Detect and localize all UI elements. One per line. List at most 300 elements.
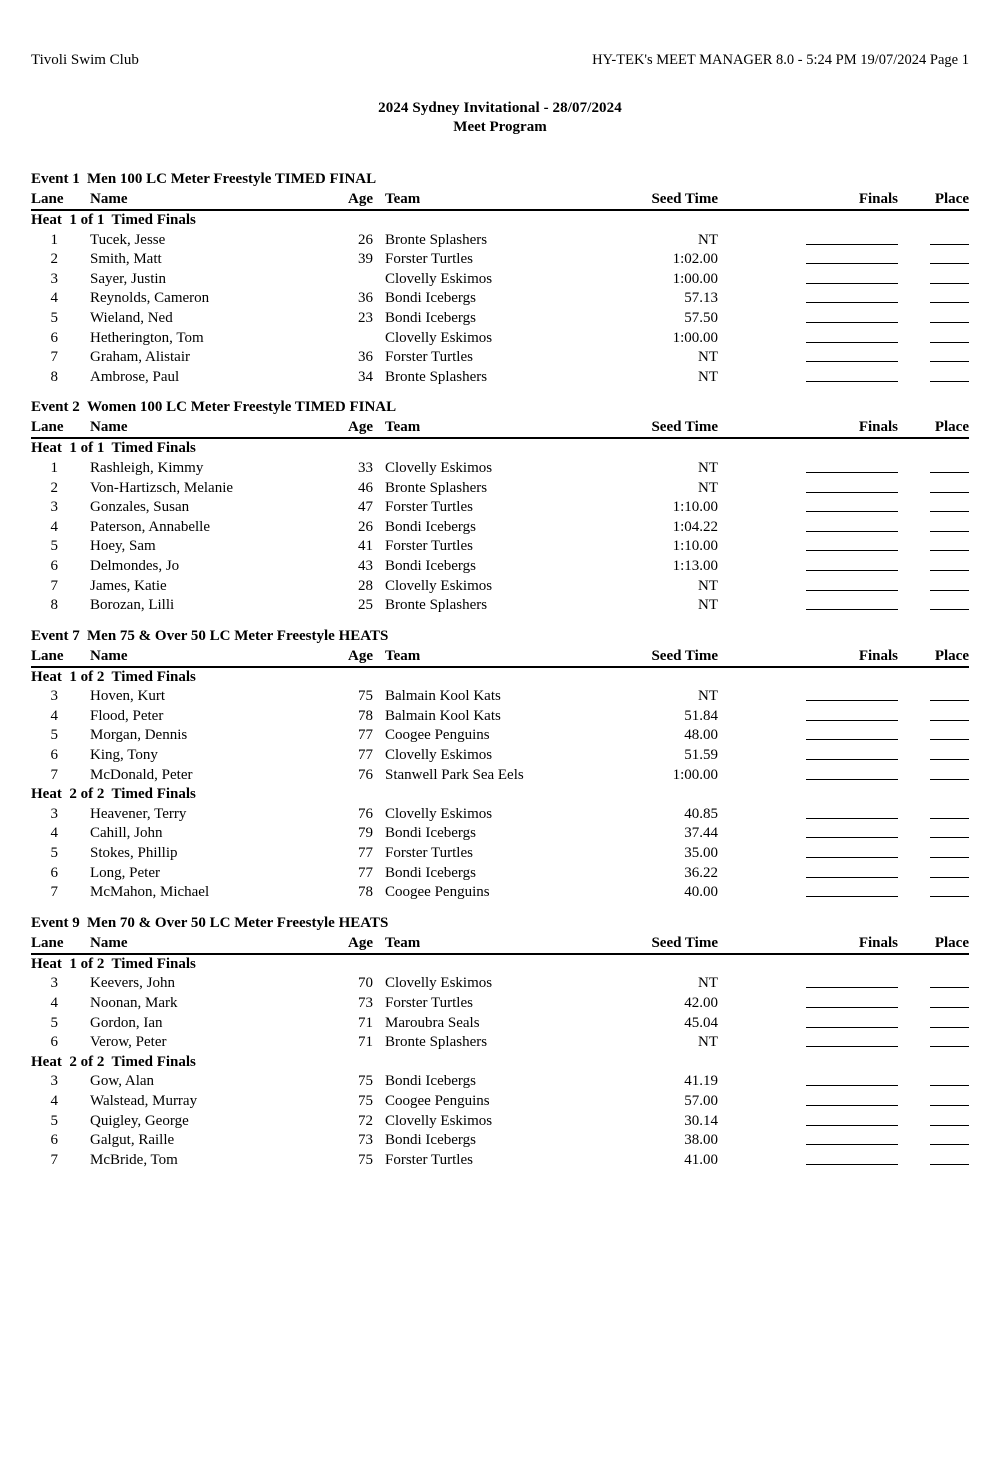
entry-lane: 7 (50, 349, 58, 366)
column-header-finals: Finals (858, 934, 898, 951)
heat-header-row (31, 955, 969, 975)
entry-age: 78 (358, 884, 373, 901)
place-blank-line[interactable] (930, 1027, 969, 1028)
entry-age: 77 (358, 845, 373, 862)
entry-lane: 1 (50, 231, 58, 248)
heat-label-text: Heat (31, 440, 62, 457)
heat-label-text: Heat (31, 955, 62, 972)
entry-age: 36 (358, 290, 373, 307)
place-blank-line[interactable] (930, 818, 969, 819)
entry-seed-time: 57.50 (684, 309, 718, 326)
entry-seed-time: 41.00 (684, 1151, 718, 1168)
entry-age: 73 (358, 995, 373, 1011)
finals-blank-line[interactable] (806, 818, 898, 819)
heat-label (31, 211, 196, 231)
entry-age: 71 (358, 1014, 373, 1031)
place-blank-line[interactable] (930, 837, 969, 838)
entry-lane: 7 (50, 766, 58, 783)
place-blank-line[interactable] (930, 381, 969, 382)
heat-label-text: Heat (31, 786, 62, 803)
place-blank-line[interactable] (930, 759, 969, 760)
column-header-lane: Lane (31, 419, 64, 436)
entry-seed-time: 1:02.00 (672, 251, 718, 268)
column-header-row (31, 189, 969, 209)
column-header-age: Age (348, 191, 373, 207)
place-blank-line[interactable] (930, 531, 969, 532)
heat-label (31, 785, 196, 805)
place-blank-line[interactable] (930, 472, 969, 473)
place-blank-line[interactable] (930, 342, 969, 343)
heat-header-row (31, 439, 969, 459)
place-blank-line[interactable] (930, 550, 969, 551)
entry-seed-time: NT (698, 231, 718, 248)
entry-name: Hoey, Sam (90, 538, 156, 555)
entry-row (31, 459, 969, 479)
place-blank-line[interactable] (930, 1125, 969, 1126)
entry-age: 28 (358, 577, 373, 594)
entry-lane: 8 (50, 368, 58, 385)
entry-age: 36 (358, 349, 373, 366)
entry-team: Bronte Splashers (385, 231, 488, 248)
entry-team: Coogee Penguins (385, 884, 490, 901)
entry-age: 73 (358, 1132, 373, 1149)
entry-seed-time: NT (698, 349, 718, 366)
finals-blank-line[interactable] (806, 590, 898, 591)
entry-name: Noonan, Mark (90, 995, 178, 1011)
entry-row (31, 766, 969, 786)
heat-number: 2 of 2 (61, 1053, 105, 1070)
finals-blank-line[interactable] (806, 896, 898, 897)
finals-blank-line[interactable] (806, 361, 898, 362)
entry-age: 70 (358, 975, 373, 992)
entry-lane: 5 (50, 309, 58, 326)
place-blank-line[interactable] (930, 244, 969, 245)
entry-age: 43 (358, 557, 373, 574)
place-blank-line[interactable] (930, 1105, 969, 1106)
entry-name: McDonald, Peter (90, 766, 193, 783)
column-header-row (31, 933, 969, 953)
finals-blank-line[interactable] (806, 342, 898, 343)
place-blank-line[interactable] (930, 1144, 969, 1145)
place-blank-line[interactable] (930, 896, 969, 897)
event-name: Men 75 & Over 50 LC Meter Freestyle HEATS (87, 627, 389, 644)
entry-team: Bondi Icebergs (385, 290, 476, 307)
place-blank-line[interactable] (930, 1164, 969, 1165)
entry-name: Von-Hartizsch, Melanie (90, 479, 234, 496)
heat-label (31, 1053, 196, 1073)
place-blank-line[interactable] (930, 570, 969, 571)
entry-team: Bronte Splashers (385, 479, 488, 496)
entry-seed-time: 57.00 (684, 1092, 718, 1109)
finals-blank-line[interactable] (806, 550, 898, 551)
entry-name: Paterson, Annabelle (90, 518, 210, 535)
entry-age: 25 (358, 597, 373, 614)
column-header-lane: Lane (31, 191, 64, 207)
place-blank-line[interactable] (930, 283, 969, 284)
entry-team: Stanwell Park Sea Eels (385, 766, 524, 783)
column-header-lane: Lane (31, 647, 64, 664)
heat-label (31, 439, 196, 459)
finals-blank-line[interactable] (806, 857, 898, 858)
entry-seed-time: NT (698, 479, 718, 496)
entry-row (31, 537, 969, 557)
entry-name: Hetherington, Tom (90, 329, 204, 346)
entry-row (31, 309, 969, 329)
entry-team: Bronte Splashers (385, 1034, 488, 1051)
finals-blank-line[interactable] (806, 759, 898, 760)
entry-seed-time: 1:04.22 (672, 518, 718, 535)
column-header-team: Team (385, 191, 421, 207)
entry-name: Ambrose, Paul (90, 368, 180, 385)
place-blank-line[interactable] (930, 322, 969, 323)
entry-name: Hoven, Kurt (90, 688, 165, 705)
entry-lane: 7 (50, 577, 58, 594)
finals-blank-line[interactable] (806, 283, 898, 284)
column-header-lane: Lane (31, 934, 64, 951)
event-title (31, 627, 969, 646)
entry-team: Bondi Icebergs (385, 518, 476, 535)
entry-seed-time: 38.00 (684, 1132, 718, 1149)
column-header-place: Place (934, 647, 969, 664)
entry-name: McMahon, Michael (90, 884, 210, 901)
entry-lane: 2 (50, 251, 58, 268)
heat-type: Timed Finals (104, 668, 196, 685)
finals-blank-line[interactable] (806, 472, 898, 473)
entry-name: Wieland, Ned (90, 309, 173, 326)
entry-row (31, 368, 969, 388)
entry-lane: 6 (50, 1034, 58, 1051)
event-block (31, 914, 969, 1171)
column-header-place: Place (934, 934, 969, 951)
entry-age: 39 (358, 251, 373, 268)
event-number: Event 1 (31, 171, 80, 187)
finals-blank-line[interactable] (806, 1046, 898, 1047)
club-name: Tivoli Swim Club (31, 52, 139, 68)
entry-team: Clovelly Eskimos (385, 577, 493, 594)
entry-row (31, 557, 969, 577)
entry-name: James, Katie (90, 577, 167, 594)
entry-name: Verow, Peter (90, 1034, 167, 1051)
entry-team: Clovelly Eskimos (385, 1112, 493, 1129)
entry-team: Bondi Icebergs (385, 864, 476, 881)
entry-age: 77 (358, 864, 373, 881)
heat-number: 1 of 2 (61, 955, 105, 972)
entry-age: 77 (358, 727, 373, 744)
finals-blank-line[interactable] (806, 609, 898, 610)
entry-name: Gordon, Ian (90, 1014, 163, 1031)
entry-team: Bondi Icebergs (385, 309, 476, 326)
heat-type: Timed Finals (104, 955, 196, 972)
finals-blank-line[interactable] (806, 492, 898, 493)
entry-lane: 5 (50, 1112, 58, 1129)
finals-blank-line[interactable] (806, 263, 898, 264)
place-blank-line[interactable] (930, 609, 969, 610)
entry-seed-time: NT (698, 688, 718, 705)
finals-blank-line[interactable] (806, 511, 898, 512)
heat-label (31, 668, 196, 688)
entry-name: Graham, Alistair (90, 349, 190, 366)
place-blank-line[interactable] (930, 492, 969, 493)
finals-blank-line[interactable] (806, 570, 898, 571)
event-title (31, 170, 969, 189)
heat-label-text: Heat (31, 212, 62, 228)
entry-age: 75 (358, 1073, 373, 1090)
entry-team: Maroubra Seals (385, 1014, 480, 1031)
entry-seed-time: 35.00 (684, 845, 718, 862)
entry-lane: 4 (50, 290, 58, 307)
entry-row (31, 1092, 969, 1112)
entry-age: 26 (358, 231, 373, 248)
entry-lane: 1 (50, 459, 58, 476)
entry-lane: 4 (50, 825, 58, 842)
column-header-team: Team (385, 934, 421, 951)
entry-row (31, 746, 969, 766)
finals-blank-line[interactable] (806, 302, 898, 303)
entry-name: Gow, Alan (90, 1073, 155, 1090)
finals-blank-line[interactable] (806, 1164, 898, 1165)
heat-type: Timed Finals (104, 1053, 196, 1070)
place-blank-line[interactable] (930, 720, 969, 721)
entry-age: 41 (358, 538, 373, 555)
entry-row (31, 498, 969, 518)
entry-seed-time: 40.00 (684, 884, 718, 901)
entry-name: Borozan, Lilli (90, 597, 175, 614)
entry-name: Gonzales, Susan (90, 499, 190, 516)
entry-age: 47 (358, 499, 373, 516)
entry-row (31, 577, 969, 597)
event-block (31, 398, 969, 615)
entry-lane: 6 (50, 1132, 58, 1149)
entry-team: Clovelly Eskimos (385, 805, 493, 822)
place-blank-line[interactable] (930, 779, 969, 780)
entry-name: Galgut, Raille (90, 1132, 175, 1149)
finals-blank-line[interactable] (806, 837, 898, 838)
column-header-seed: Seed Time (651, 419, 718, 436)
entry-lane: 6 (50, 747, 58, 764)
entry-row (31, 270, 969, 290)
entry-lane: 6 (50, 864, 58, 881)
entry-lane: 4 (50, 995, 58, 1011)
entry-seed-time: 1:00.00 (672, 270, 718, 287)
entry-row (31, 479, 969, 499)
entry-seed-time: 30.14 (684, 1112, 718, 1129)
finals-blank-line[interactable] (806, 987, 898, 988)
entry-age: 79 (358, 825, 373, 842)
page-header (31, 52, 969, 98)
entry-team: Bondi Icebergs (385, 825, 476, 842)
column-header-age: Age (348, 647, 373, 664)
finals-blank-line[interactable] (806, 244, 898, 245)
entry-name: Tucek, Jesse (90, 231, 166, 248)
entry-seed-time: NT (698, 975, 718, 992)
entry-lane: 3 (50, 688, 58, 705)
finals-blank-line[interactable] (806, 779, 898, 780)
entry-age: 34 (358, 368, 373, 385)
finals-blank-line[interactable] (806, 1144, 898, 1145)
entry-team: Clovelly Eskimos (385, 747, 493, 764)
entry-lane: 3 (50, 805, 58, 822)
entry-seed-time: 37.44 (684, 825, 718, 842)
finals-blank-line[interactable] (806, 877, 898, 878)
column-header-name: Name (90, 191, 128, 207)
entry-row (31, 726, 969, 746)
entry-lane: 3 (50, 1073, 58, 1090)
entry-lane: 8 (50, 597, 58, 614)
entry-name: Heavener, Terry (90, 805, 187, 822)
entry-age: 75 (358, 1092, 373, 1109)
entry-row (31, 1033, 969, 1053)
entry-row (31, 707, 969, 727)
entry-seed-time: 1:00.00 (672, 329, 718, 346)
entry-row (31, 289, 969, 309)
entry-lane: 5 (50, 538, 58, 555)
entry-name: Keevers, John (90, 975, 175, 992)
place-blank-line[interactable] (930, 263, 969, 264)
entry-name: Smith, Matt (90, 251, 162, 268)
event-number: Event 7 (31, 627, 80, 644)
entry-row (31, 1072, 969, 1092)
place-blank-line[interactable] (930, 1046, 969, 1047)
entry-row (31, 805, 969, 825)
entry-lane: 5 (50, 845, 58, 862)
heat-header-row (31, 785, 969, 805)
entry-team: Clovelly Eskimos (385, 459, 493, 476)
entry-row (31, 348, 969, 368)
entry-row (31, 596, 969, 616)
entry-row (31, 1131, 969, 1151)
column-header-seed: Seed Time (651, 934, 718, 951)
entry-seed-time: 48.00 (684, 727, 718, 744)
column-header-finals: Finals (858, 647, 898, 664)
column-header-team: Team (385, 419, 421, 436)
finals-blank-line[interactable] (806, 720, 898, 721)
finals-blank-line[interactable] (806, 1007, 898, 1008)
entry-team: Forster Turtles (385, 499, 473, 516)
entry-team: Forster Turtles (385, 538, 473, 555)
entry-age: 76 (358, 766, 373, 783)
entry-team: Bondi Icebergs (385, 557, 476, 574)
events-list (31, 170, 969, 1170)
entry-name: Sayer, Justin (90, 270, 167, 287)
entry-team: Forster Turtles (385, 1151, 473, 1168)
entry-lane: 2 (50, 479, 58, 496)
entry-age: 76 (358, 805, 373, 822)
entry-age: 75 (358, 688, 373, 705)
place-blank-line[interactable] (930, 302, 969, 303)
heat-label (31, 955, 196, 975)
entry-seed-time: 42.00 (684, 995, 718, 1011)
meet-title: 2024 Sydney Invitational - 28/07/2024 (378, 100, 622, 116)
software-info-line: HY-TEK's MEET MANAGER 8.0 - 5:24 PM 19/07/2024 Page 1 (592, 52, 969, 68)
entry-team: Forster Turtles (385, 349, 473, 366)
meet-program-page (0, 52, 1000, 1465)
entry-name: Quigley, George (90, 1112, 189, 1129)
place-blank-line[interactable] (930, 987, 969, 988)
place-blank-line[interactable] (930, 511, 969, 512)
place-blank-line[interactable] (930, 700, 969, 701)
entry-name: Long, Peter (90, 864, 160, 881)
entry-name: Flood, Peter (90, 707, 164, 724)
entry-lane: 7 (50, 1151, 58, 1168)
finals-blank-line[interactable] (806, 700, 898, 701)
entry-seed-time: 40.85 (684, 805, 718, 822)
entry-age: 26 (358, 518, 373, 535)
column-header-seed: Seed Time (651, 191, 718, 207)
entry-row (31, 974, 969, 994)
column-header-row (31, 646, 969, 666)
heat-header-row (31, 668, 969, 688)
place-blank-line[interactable] (930, 590, 969, 591)
finals-blank-line[interactable] (806, 322, 898, 323)
entry-lane: 4 (50, 1092, 58, 1109)
entry-lane: 6 (50, 329, 58, 346)
entry-seed-time: 1:13.00 (672, 557, 718, 574)
finals-blank-line[interactable] (806, 381, 898, 382)
event-name: Women 100 LC Meter Freestyle TIMED FINAL (87, 399, 397, 416)
entry-row (31, 250, 969, 270)
entry-lane: 3 (50, 270, 58, 287)
heat-type: Timed Finals (104, 786, 196, 803)
event-title (31, 914, 969, 933)
finals-blank-line[interactable] (806, 1105, 898, 1106)
event-number: Event 9 (31, 914, 80, 931)
entry-row (31, 824, 969, 844)
entry-seed-time: 1:10.00 (672, 538, 718, 555)
entry-name: Stokes, Phillip (90, 845, 178, 862)
finals-blank-line[interactable] (806, 1125, 898, 1126)
column-header-name: Name (90, 419, 128, 436)
entry-seed-time: 51.59 (684, 747, 718, 764)
heat-type: Timed Finals (104, 440, 196, 457)
column-header-seed: Seed Time (651, 647, 718, 664)
entry-name: Cahill, John (90, 825, 163, 842)
entry-age: 77 (358, 747, 373, 764)
heat-label-text: Heat (31, 668, 62, 685)
entry-seed-time: 1:00.00 (672, 766, 718, 783)
entry-age: 23 (358, 309, 373, 326)
finals-blank-line[interactable] (806, 1085, 898, 1086)
entry-row (31, 231, 969, 251)
place-blank-line[interactable] (930, 857, 969, 858)
entry-lane: 5 (50, 1014, 58, 1031)
finals-blank-line[interactable] (806, 1027, 898, 1028)
entry-age: 78 (358, 707, 373, 724)
column-header-finals: Finals (858, 419, 898, 436)
entry-lane: 6 (50, 557, 58, 574)
entry-team: Forster Turtles (385, 251, 473, 268)
finals-blank-line[interactable] (806, 531, 898, 532)
place-blank-line[interactable] (930, 877, 969, 878)
entry-seed-time: NT (698, 368, 718, 385)
entry-seed-time: 1:10.00 (672, 499, 718, 516)
place-blank-line[interactable] (930, 1007, 969, 1008)
entry-team: Clovelly Eskimos (385, 329, 493, 346)
finals-blank-line[interactable] (806, 739, 898, 740)
place-blank-line[interactable] (930, 361, 969, 362)
entry-row (31, 1151, 969, 1171)
event-title (31, 398, 969, 417)
entry-team: Bondi Icebergs (385, 1073, 476, 1090)
entry-row (31, 1112, 969, 1132)
place-blank-line[interactable] (930, 739, 969, 740)
entry-row (31, 883, 969, 903)
entry-lane: 4 (50, 518, 58, 535)
entry-team: Balmain Kool Kats (385, 707, 501, 724)
entry-row (31, 687, 969, 707)
entry-row (31, 844, 969, 864)
entry-name: McBride, Tom (90, 1151, 178, 1168)
place-blank-line[interactable] (930, 1085, 969, 1086)
